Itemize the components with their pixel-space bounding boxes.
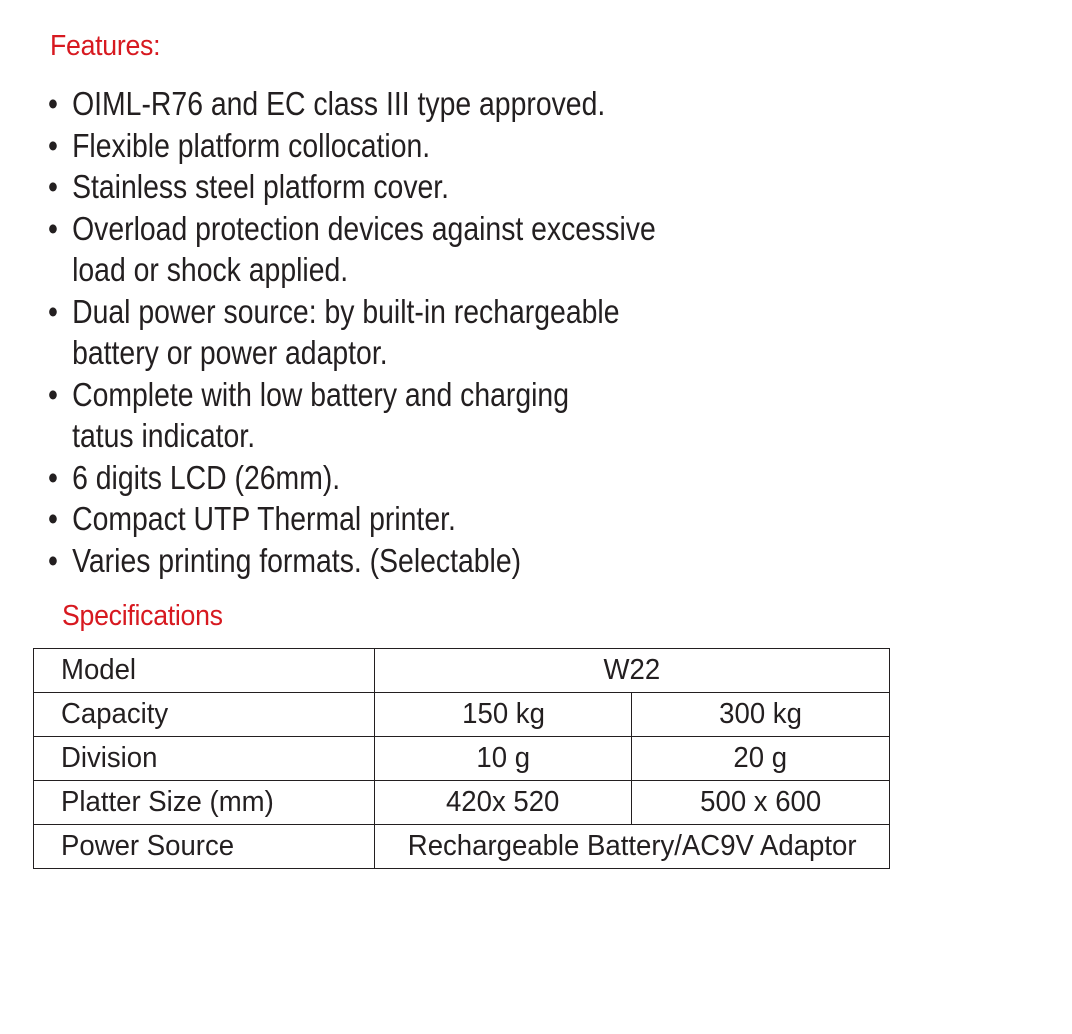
feature-text-continued: tatus indicator.	[72, 417, 256, 454]
row-label: Power Source	[34, 825, 375, 869]
feature-text-continued: load or shock applied.	[72, 251, 349, 288]
feature-item	[48, 125, 656, 167]
specifications-heading: Specifications	[62, 600, 223, 632]
bullet-icon: •	[48, 458, 58, 496]
bullet-icon: •	[48, 375, 58, 413]
feature-text: Complete with low battery and charging	[72, 375, 569, 413]
table-row-division	[34, 737, 890, 781]
feature-item	[48, 540, 656, 582]
row-value: 10 g	[374, 737, 632, 781]
feature-text: OIML-R76 and EC class III type approved.	[72, 85, 606, 122]
row-label: Model	[34, 649, 375, 693]
feature-text: Stainless steel platform cover.	[72, 168, 450, 205]
feature-text: Dual power source: by built-in rechargeable	[72, 292, 620, 330]
specifications-table	[33, 648, 890, 869]
features-list	[48, 83, 656, 581]
feature-item	[48, 83, 656, 125]
feature-text: 6 digits LCD (26mm).	[72, 458, 341, 496]
table-row-capacity	[34, 693, 890, 737]
row-label: Division	[34, 737, 375, 781]
row-value: 300 kg	[632, 693, 890, 737]
row-value: W22	[374, 649, 889, 693]
feature-text-continued: battery or power adaptor.	[72, 334, 388, 371]
feature-text: Compact UTP Thermal printer.	[72, 500, 456, 537]
feature-item	[48, 291, 656, 374]
feature-text: Varies printing formats. (Selectable)	[72, 541, 522, 579]
table-row-power-source	[34, 825, 890, 869]
bullet-icon: •	[48, 126, 58, 164]
row-value: 20 g	[632, 737, 890, 781]
table-row-platter-size	[34, 781, 890, 825]
table-row-model	[34, 649, 890, 693]
row-value: 500 x 600	[632, 781, 890, 825]
row-value: Rechargeable Battery/AC9V Adaptor	[374, 825, 889, 869]
bullet-icon: •	[48, 541, 58, 579]
row-value: 420x 520	[374, 781, 632, 825]
feature-text: Overload protection devices against excessive	[72, 209, 656, 247]
feature-text: Flexible platform collocation.	[72, 126, 431, 164]
bullet-icon: •	[48, 85, 58, 122]
feature-item	[48, 498, 656, 540]
row-label: Platter Size (mm)	[34, 781, 375, 825]
row-value: 150 kg	[374, 693, 632, 737]
bullet-icon: •	[48, 292, 58, 330]
feature-item	[48, 166, 656, 208]
bullet-icon: •	[48, 209, 58, 247]
feature-item	[48, 208, 656, 291]
features-heading: Features:	[50, 30, 161, 62]
feature-item	[48, 457, 656, 499]
bullet-icon: •	[48, 500, 58, 537]
feature-item	[48, 374, 656, 457]
bullet-icon: •	[48, 168, 58, 205]
row-label: Capacity	[34, 693, 375, 737]
